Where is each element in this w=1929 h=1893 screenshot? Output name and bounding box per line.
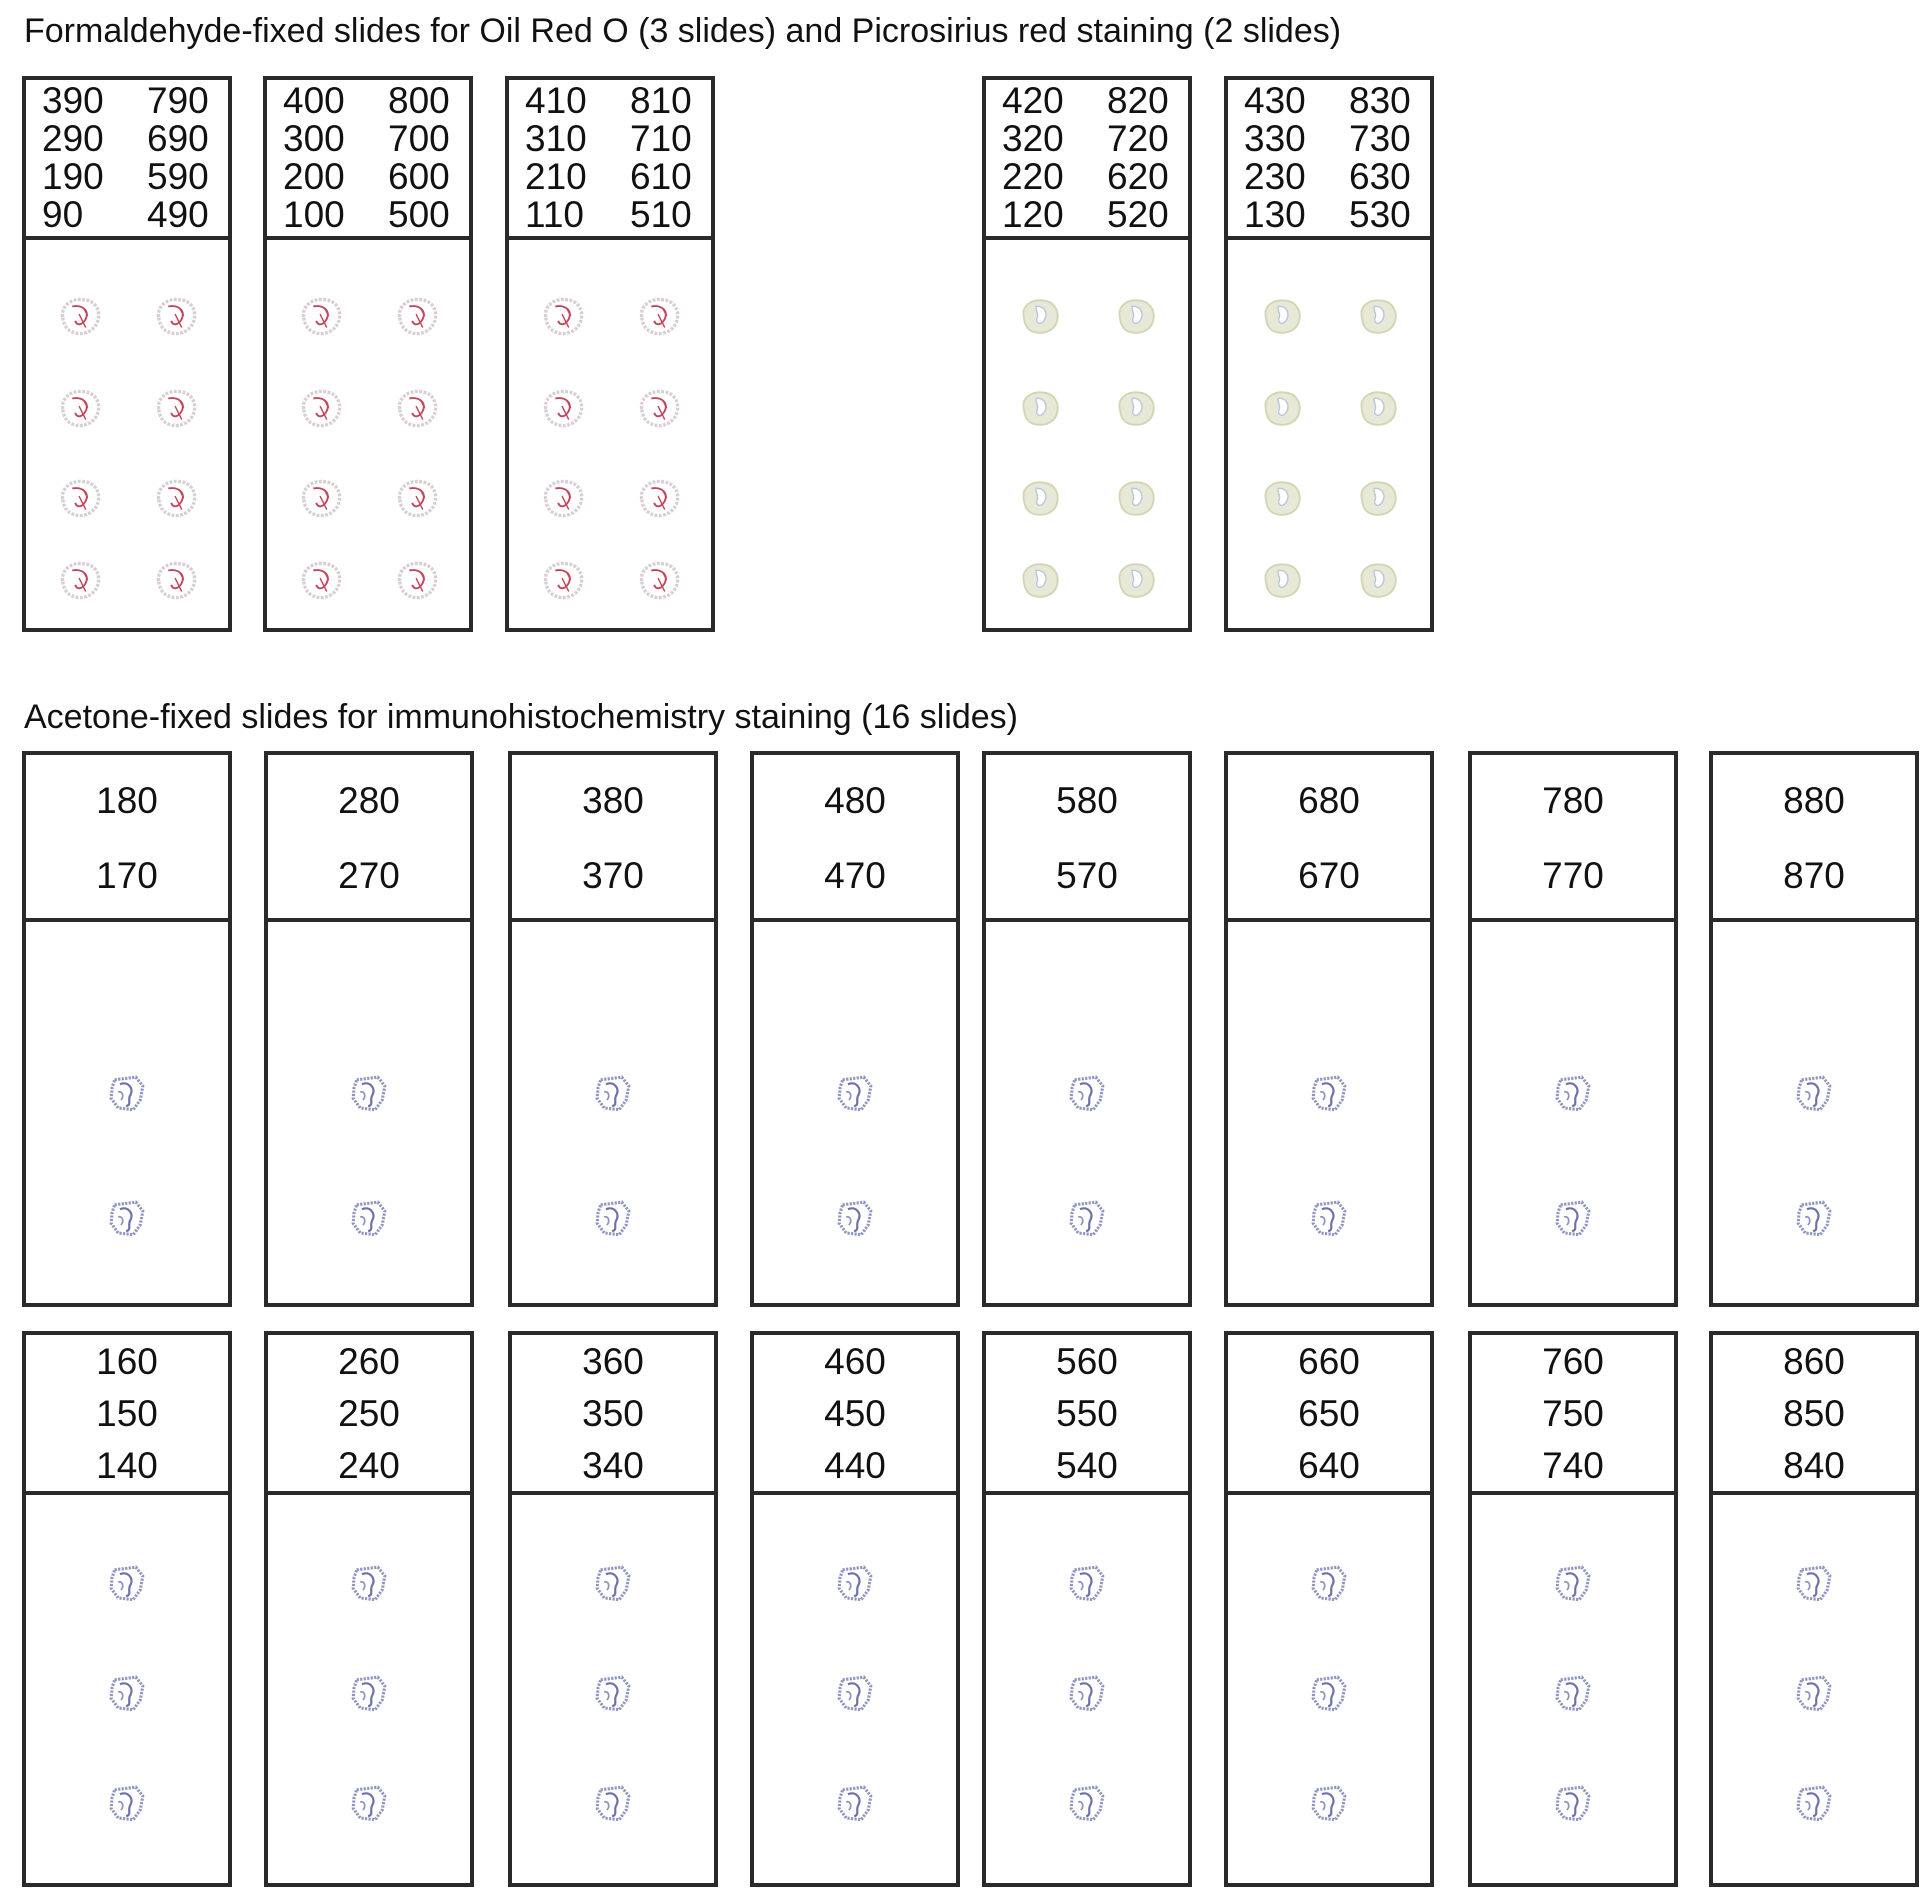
section-number: 230 [1244, 156, 1306, 197]
slide-ihc [750, 751, 960, 1307]
tissue-section-icon [1063, 1671, 1111, 1715]
section-number: 780 [1542, 780, 1604, 821]
slide-ihc [264, 1331, 474, 1887]
slide-oil-red-o [505, 76, 715, 632]
tissue-section-icon [1107, 474, 1165, 522]
slide-label-area [512, 755, 714, 922]
section-number: 530 [1349, 194, 1411, 235]
section-number: 110 [525, 194, 584, 235]
section-number: 310 [525, 118, 587, 159]
slide-ihc [1709, 751, 1919, 1307]
section-number: 520 [1107, 194, 1169, 235]
tissue-section-icon [1063, 1071, 1111, 1115]
section-number: 210 [525, 156, 587, 197]
tissue-section-icon [388, 292, 446, 340]
tissue-section-icon [345, 1071, 393, 1115]
tissue-section-icon [1063, 1561, 1111, 1605]
slide-label-area [1472, 755, 1674, 922]
tissue-section-icon [51, 384, 109, 432]
section-number: 340 [582, 1445, 644, 1486]
tissue-section-icon [1349, 474, 1407, 522]
tissue-section-icon [534, 384, 592, 432]
slide-ihc [1224, 751, 1434, 1307]
section-number: 490 [147, 194, 209, 235]
slide-label-area [754, 1335, 956, 1495]
section-number: 650 [1298, 1393, 1360, 1434]
slide-label-area [1228, 755, 1430, 922]
tissue-section-icon [630, 292, 688, 340]
section-number: 420 [1002, 80, 1064, 121]
tissue-section-icon [292, 474, 350, 522]
section-number: 370 [582, 855, 644, 896]
tissue-section-icon [345, 1561, 393, 1605]
section-number: 500 [388, 194, 450, 235]
section-number: 300 [283, 118, 345, 159]
tissue-section-icon [1790, 1071, 1838, 1115]
tissue-section-icon [1305, 1781, 1353, 1825]
tissue-section-icon [589, 1781, 637, 1825]
slide-ihc [22, 751, 232, 1307]
section-number: 820 [1107, 80, 1169, 121]
section-number: 690 [147, 118, 209, 159]
section-number: 670 [1298, 855, 1360, 896]
slide-oil-red-o [263, 76, 473, 632]
slide-ihc [1224, 1331, 1434, 1887]
section-number: 180 [96, 780, 158, 821]
tissue-section-icon [630, 474, 688, 522]
section-number: 560 [1056, 1341, 1118, 1382]
tissue-section-icon [534, 556, 592, 604]
tissue-section-icon [147, 384, 205, 432]
tissue-section-icon [292, 556, 350, 604]
section-number: 620 [1107, 156, 1169, 197]
slide-label-area [26, 80, 228, 240]
section-number: 170 [96, 855, 158, 896]
section-heading-acetone: Acetone-fixed slides for immunohistochemistry staining (16 slides) [24, 698, 1018, 736]
slide-label-area [1713, 1335, 1915, 1495]
slide-ihc [1468, 1331, 1678, 1887]
tissue-section-icon [1790, 1196, 1838, 1240]
tissue-section-icon [831, 1671, 879, 1715]
section-number: 190 [42, 156, 104, 197]
tissue-section-icon [534, 474, 592, 522]
tissue-section-icon [1790, 1671, 1838, 1715]
section-number: 870 [1783, 855, 1845, 896]
tissue-section-icon [1253, 556, 1311, 604]
tissue-section-icon [1011, 384, 1069, 432]
tissue-section-icon [1790, 1561, 1838, 1605]
slide-ihc [982, 1331, 1192, 1887]
section-number: 680 [1298, 780, 1360, 821]
section-number: 570 [1056, 855, 1118, 896]
section-number: 600 [388, 156, 450, 197]
tissue-section-icon [1549, 1561, 1597, 1605]
section-number: 120 [1002, 194, 1064, 235]
section-number: 290 [42, 118, 104, 159]
section-number: 730 [1349, 118, 1411, 159]
section-number: 580 [1056, 780, 1118, 821]
tissue-section-icon [292, 292, 350, 340]
section-number: 240 [338, 1445, 400, 1486]
section-number: 100 [283, 194, 345, 235]
tissue-section-icon [831, 1071, 879, 1115]
tissue-section-icon [388, 556, 446, 604]
section-number: 590 [147, 156, 209, 197]
slide-label-area [1228, 1335, 1430, 1495]
section-number: 510 [630, 194, 692, 235]
tissue-section-icon [103, 1781, 151, 1825]
slide-ihc [1709, 1331, 1919, 1887]
section-number: 790 [147, 80, 209, 121]
section-number: 250 [338, 1393, 400, 1434]
tissue-section-icon [103, 1071, 151, 1115]
section-number: 770 [1542, 855, 1604, 896]
tissue-section-icon [51, 474, 109, 522]
section-number: 660 [1298, 1341, 1360, 1382]
section-number: 330 [1244, 118, 1306, 159]
slide-label-area [26, 755, 228, 922]
section-number: 350 [582, 1393, 644, 1434]
slide-ihc [750, 1331, 960, 1887]
tissue-section-icon [345, 1196, 393, 1240]
tissue-section-icon [831, 1561, 879, 1605]
tissue-section-icon [1107, 556, 1165, 604]
section-number: 440 [824, 1445, 886, 1486]
tissue-section-icon [388, 384, 446, 432]
tissue-section-icon [345, 1671, 393, 1715]
section-number: 470 [824, 855, 886, 896]
slide-label-area [1713, 755, 1915, 922]
slide-label-area [754, 755, 956, 922]
tissue-section-icon [1305, 1196, 1353, 1240]
tissue-section-icon [831, 1781, 879, 1825]
slide-label-area [268, 1335, 470, 1495]
slide-ihc [22, 1331, 232, 1887]
section-number: 840 [1783, 1445, 1845, 1486]
slide-label-area [26, 1335, 228, 1495]
section-number: 460 [824, 1341, 886, 1382]
tissue-section-icon [51, 556, 109, 604]
section-number: 610 [630, 156, 692, 197]
section-number: 800 [388, 80, 450, 121]
tissue-section-icon [1305, 1671, 1353, 1715]
section-number: 810 [630, 80, 692, 121]
slide-picrosirius-red [1224, 76, 1434, 632]
section-number: 700 [388, 118, 450, 159]
tissue-section-icon [1549, 1781, 1597, 1825]
tissue-section-icon [1349, 384, 1407, 432]
slide-ihc [508, 1331, 718, 1887]
section-number: 880 [1783, 780, 1845, 821]
section-number: 710 [630, 118, 692, 159]
tissue-section-icon [51, 292, 109, 340]
section-number: 270 [338, 855, 400, 896]
tissue-section-icon [1011, 292, 1069, 340]
section-number: 720 [1107, 118, 1169, 159]
section-number: 450 [824, 1393, 886, 1434]
section-number: 380 [582, 780, 644, 821]
slide-label-area [512, 1335, 714, 1495]
section-number: 400 [283, 80, 345, 121]
tissue-section-icon [1549, 1196, 1597, 1240]
section-number: 640 [1298, 1445, 1360, 1486]
section-number: 480 [824, 780, 886, 821]
tissue-section-icon [589, 1196, 637, 1240]
section-number: 360 [582, 1341, 644, 1382]
tissue-section-icon [1011, 474, 1069, 522]
tissue-section-icon [1349, 292, 1407, 340]
tissue-section-icon [1253, 474, 1311, 522]
section-number: 150 [96, 1393, 158, 1434]
section-number: 390 [42, 80, 104, 121]
slide-label-area [267, 80, 469, 240]
tissue-section-icon [103, 1561, 151, 1605]
tissue-section-icon [589, 1561, 637, 1605]
section-number: 630 [1349, 156, 1411, 197]
slide-label-area [268, 755, 470, 922]
section-number: 430 [1244, 80, 1306, 121]
tissue-section-icon [630, 384, 688, 432]
tissue-section-icon [1349, 556, 1407, 604]
tissue-section-icon [292, 384, 350, 432]
slide-label-area [986, 1335, 1188, 1495]
section-number: 260 [338, 1341, 400, 1382]
tissue-section-icon [589, 1071, 637, 1115]
tissue-section-icon [1549, 1671, 1597, 1715]
slide-picrosirius-red [982, 76, 1192, 632]
slide-ihc [982, 751, 1192, 1307]
tissue-section-icon [1063, 1781, 1111, 1825]
section-number: 740 [1542, 1445, 1604, 1486]
tissue-section-icon [147, 292, 205, 340]
slide-ihc [1468, 751, 1678, 1307]
section-number: 410 [525, 80, 587, 121]
section-number: 540 [1056, 1445, 1118, 1486]
tissue-section-icon [1063, 1196, 1111, 1240]
slide-ihc [264, 751, 474, 1307]
section-number: 750 [1542, 1393, 1604, 1434]
tissue-section-icon [630, 556, 688, 604]
slide-ihc [508, 751, 718, 1307]
tissue-section-icon [1305, 1561, 1353, 1605]
tissue-section-icon [103, 1196, 151, 1240]
tissue-section-icon [388, 474, 446, 522]
section-number: 220 [1002, 156, 1064, 197]
tissue-section-icon [1253, 384, 1311, 432]
tissue-section-icon [1305, 1071, 1353, 1115]
section-number: 860 [1783, 1341, 1845, 1382]
tissue-section-icon [1549, 1071, 1597, 1115]
slide-label-area [986, 755, 1188, 922]
tissue-section-icon [1107, 384, 1165, 432]
tissue-section-icon [103, 1671, 151, 1715]
slide-oil-red-o [22, 76, 232, 632]
section-number: 140 [96, 1445, 158, 1486]
section-number: 550 [1056, 1393, 1118, 1434]
tissue-section-icon [1011, 556, 1069, 604]
tissue-section-icon [147, 556, 205, 604]
slide-label-area [1228, 80, 1430, 240]
section-number: 160 [96, 1341, 158, 1382]
tissue-section-icon [589, 1671, 637, 1715]
tissue-section-icon [831, 1196, 879, 1240]
section-number: 90 [42, 194, 84, 235]
section-number: 200 [283, 156, 345, 197]
section-heading-formaldehyde: Formaldehyde-fixed slides for Oil Red O (3 slides) and Picrosirius red staining (2 slides) [24, 12, 1342, 50]
section-number: 320 [1002, 118, 1064, 159]
tissue-section-icon [1253, 292, 1311, 340]
section-number: 130 [1244, 194, 1306, 235]
tissue-section-icon [1107, 292, 1165, 340]
section-number: 830 [1349, 80, 1411, 121]
tissue-section-icon [1790, 1781, 1838, 1825]
slide-label-area [509, 80, 711, 240]
section-number: 760 [1542, 1341, 1604, 1382]
tissue-section-icon [147, 474, 205, 522]
slide-label-area [986, 80, 1188, 240]
slide-label-area [1472, 1335, 1674, 1495]
section-number: 280 [338, 780, 400, 821]
section-number: 850 [1783, 1393, 1845, 1434]
tissue-section-icon [345, 1781, 393, 1825]
tissue-section-icon [534, 292, 592, 340]
